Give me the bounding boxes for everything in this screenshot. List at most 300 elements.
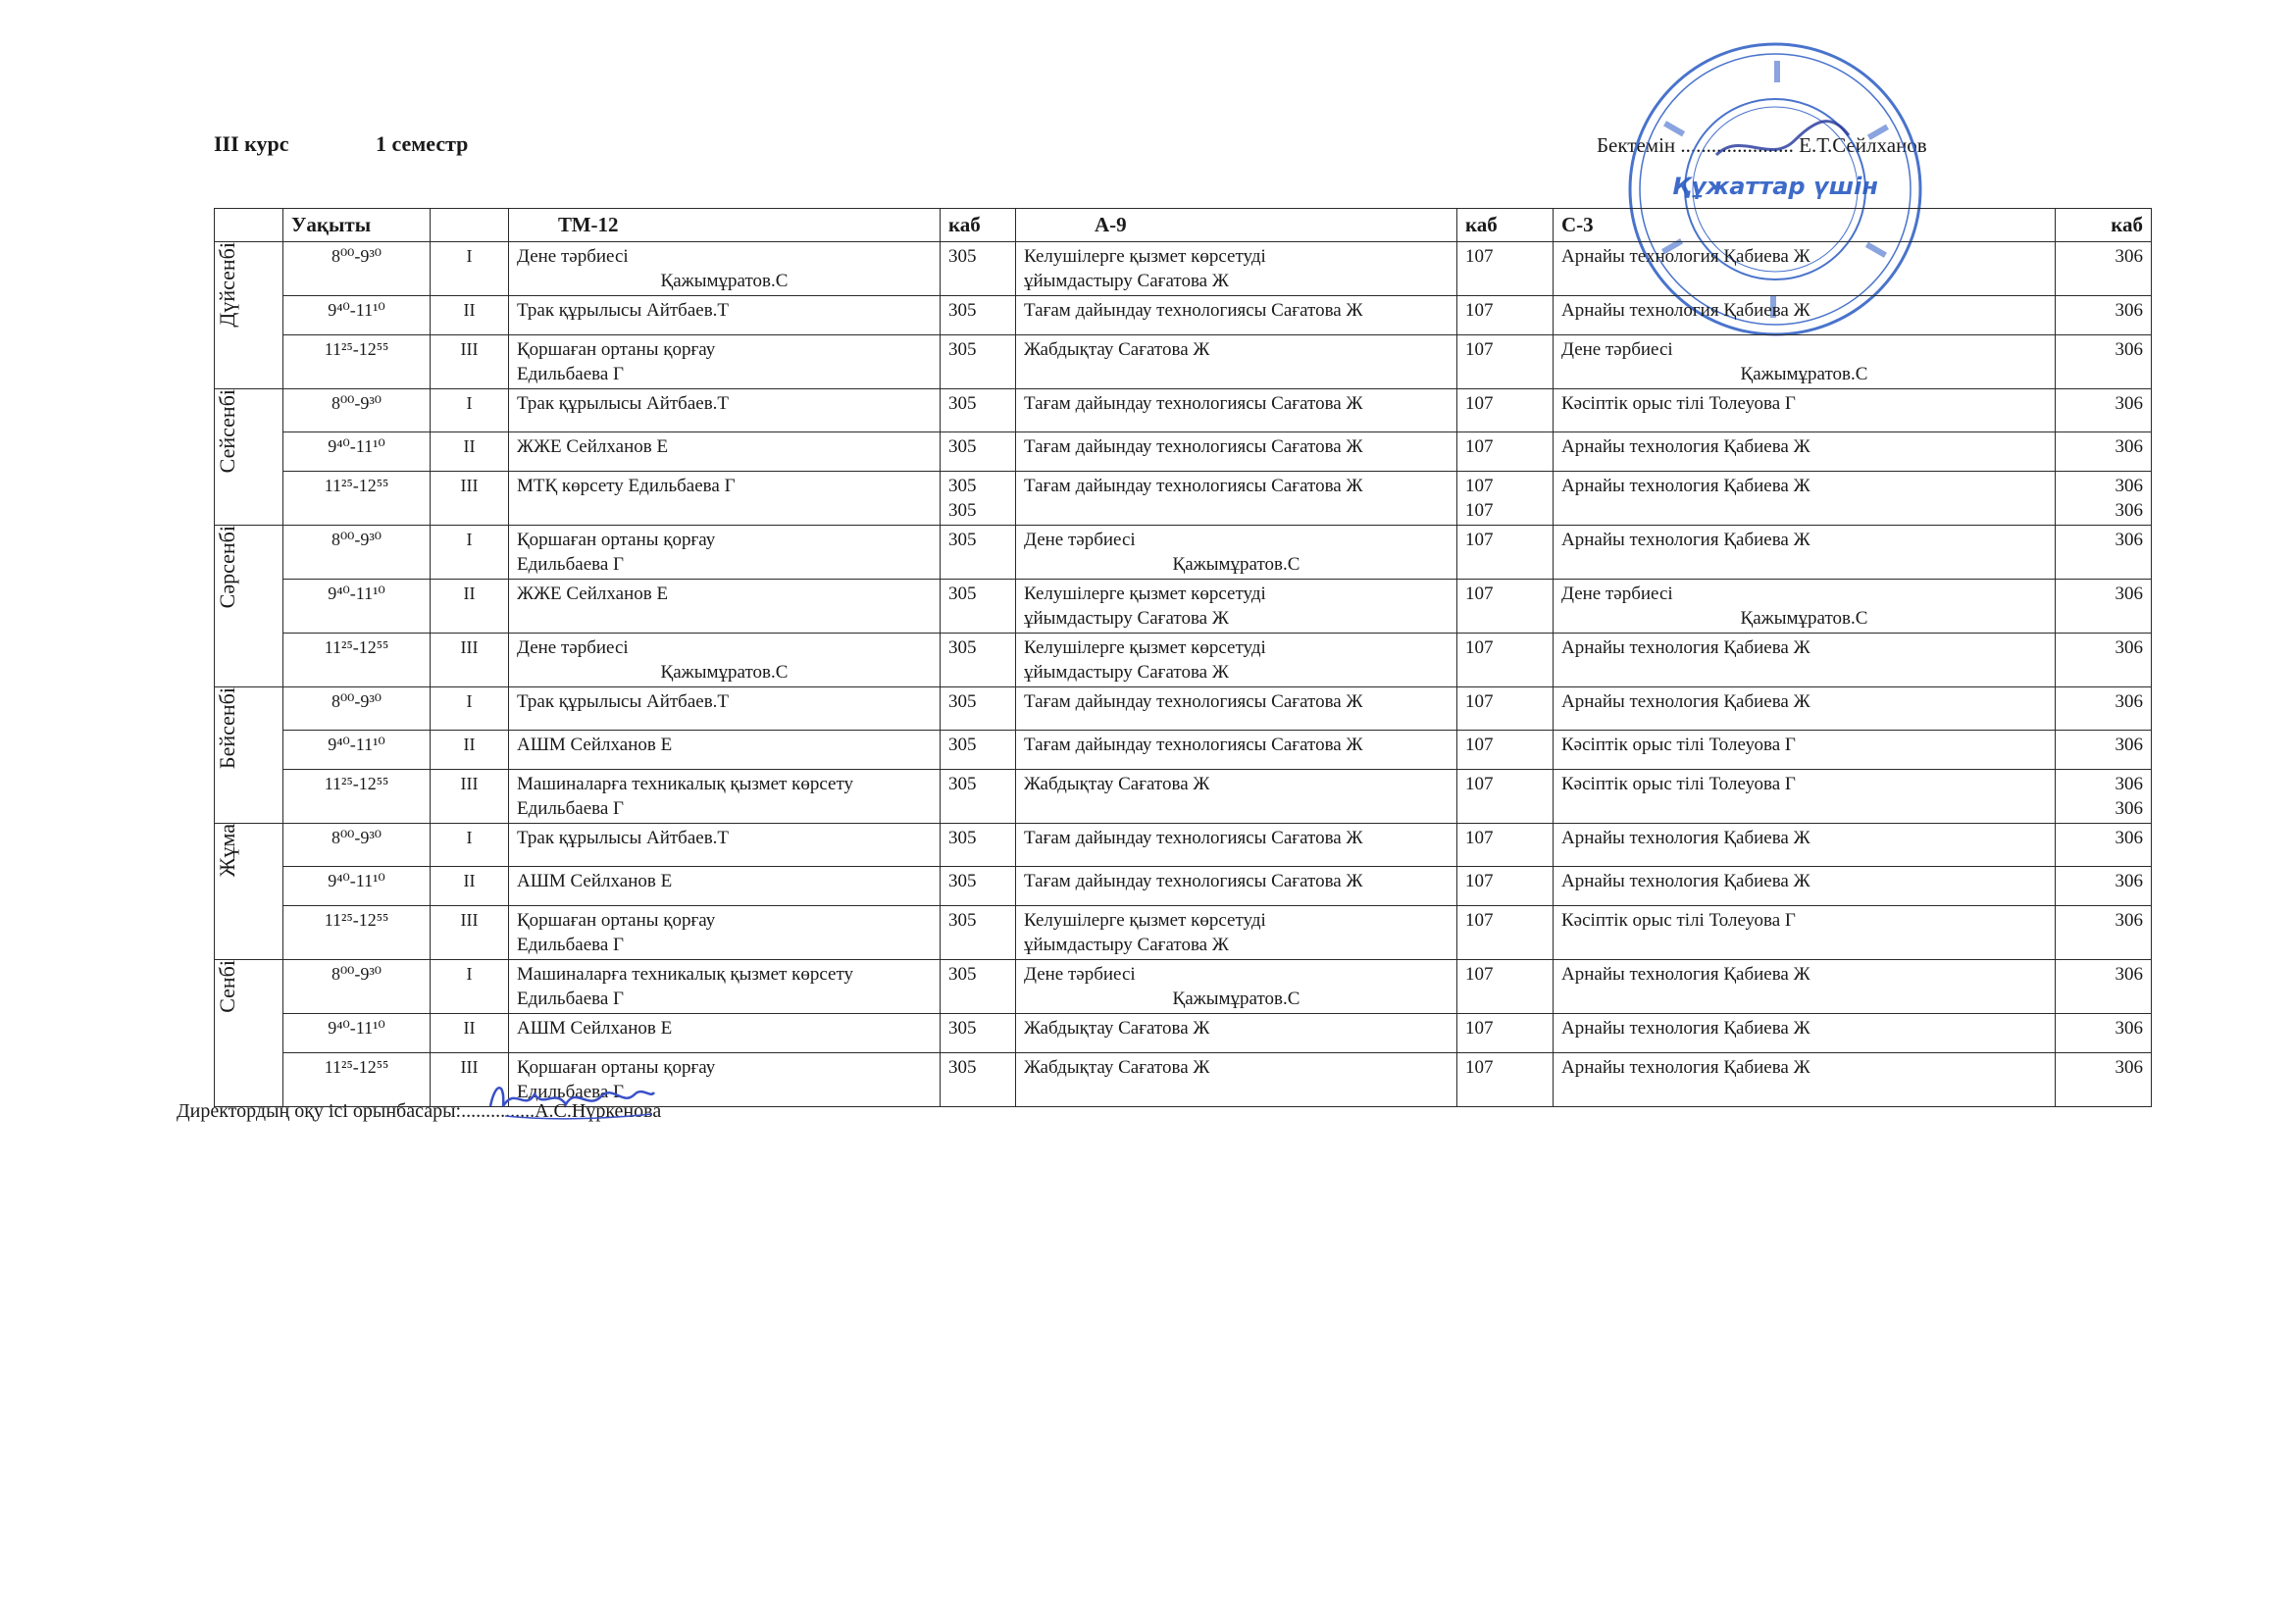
- subject-text: Арнайы технология Қабиева Ж: [1561, 964, 1810, 985]
- room-number: 107: [1465, 339, 1494, 360]
- room-cell: [2056, 687, 2152, 731]
- subject-text: Тағам дайындау технологиясы Сағатова Ж: [1024, 871, 1363, 891]
- subject-cell-c3: [1554, 432, 2056, 472]
- table-row: [215, 296, 2152, 335]
- table-row: [215, 389, 2152, 432]
- time-cell: 9⁴⁰-11¹⁰: [283, 580, 431, 634]
- room-cell: [2056, 824, 2152, 867]
- subject-text: Тағам дайындау технологиясы Сағатова Ж: [1024, 476, 1363, 496]
- room-number: 305: [948, 339, 977, 360]
- pair-cell: I: [431, 526, 509, 580]
- room-number: 107: [1465, 774, 1494, 794]
- day-name: Жұма: [215, 824, 239, 878]
- pair-cell: I: [431, 687, 509, 731]
- room-cell: [941, 634, 1016, 687]
- subject-cell-tm12: [509, 1014, 941, 1053]
- room-number: 305: [948, 246, 977, 267]
- room-number: 107: [1465, 637, 1494, 658]
- subject-cell-a9: [1016, 432, 1457, 472]
- subject-text: Арнайы технология Қабиева Ж: [1561, 530, 1810, 550]
- teacher-text: Қажымұратов.С: [1172, 554, 1300, 575]
- subject-cell-a9: [1016, 867, 1457, 906]
- subject-cell-tm12: [509, 472, 941, 526]
- subject-text: Қоршаған ортаны қорғау: [517, 1057, 716, 1078]
- room-number: 107: [1465, 584, 1494, 604]
- time-cell: 11²⁵-12⁵⁵: [283, 770, 431, 824]
- teacher-text: Едильбаева Г: [517, 1082, 625, 1102]
- subject-cell-tm12: [509, 432, 941, 472]
- footer-label: Директордың оқу ісі орынбасары: [177, 1100, 456, 1122]
- subject-cell-c3: [1554, 296, 2056, 335]
- subject-cell-a9: [1016, 960, 1457, 1014]
- header-day: [215, 209, 283, 242]
- subject-text: Трак құрылысы Айтбаев.Т: [517, 300, 730, 321]
- room-cell: [1457, 242, 1554, 296]
- day-cell: [215, 526, 283, 687]
- room-cell: [941, 867, 1016, 906]
- room-cell: [2056, 867, 2152, 906]
- subject-text: Машиналарға техникалық қызмет көрсету: [517, 774, 854, 794]
- subject-cell-tm12: [509, 906, 941, 960]
- room-cell: [1457, 960, 1554, 1014]
- time-cell: 8⁰⁰-9³⁰: [283, 242, 431, 296]
- room-number: 107: [1465, 1057, 1494, 1078]
- teacher-text: ұйымдастыру Сағатова Ж: [1024, 271, 1229, 291]
- room-cell: [2056, 906, 2152, 960]
- subject-text: Арнайы технология Қабиева Ж: [1561, 828, 1810, 848]
- header-group-a9: А-9: [1016, 209, 1457, 242]
- room-cell: [2056, 335, 2152, 389]
- room-number: 107: [1465, 691, 1494, 712]
- room-number: 305: [948, 1057, 977, 1078]
- subject-text: Трак құрылысы Айтбаев.Т: [517, 691, 730, 712]
- subject-text: Дене тәрбиесі: [1024, 530, 1136, 550]
- subject-cell-c3: [1554, 906, 2056, 960]
- time-cell: 9⁴⁰-11¹⁰: [283, 296, 431, 335]
- subject-text: Арнайы технология Қабиева Ж: [1561, 637, 1810, 658]
- teacher-text: Едильбаева Г: [517, 554, 625, 575]
- subject-cell-a9: [1016, 731, 1457, 770]
- subject-cell-c3: [1554, 1053, 2056, 1107]
- table-row: [215, 770, 2152, 824]
- room-cell: [941, 389, 1016, 432]
- subject-text: МТҚ көрсету Едильбаева Г: [517, 476, 736, 496]
- subject-text: Кәсіптік орыс тілі Толеуова Г: [1561, 774, 1796, 794]
- room-cell: [941, 824, 1016, 867]
- subject-cell-a9: [1016, 296, 1457, 335]
- table-row: [215, 335, 2152, 389]
- pair-cell: II: [431, 296, 509, 335]
- room-number: 306: [2115, 300, 2143, 321]
- subject-text: Тағам дайындау технологиясы Сағатова Ж: [1024, 436, 1363, 457]
- time-cell: 8⁰⁰-9³⁰: [283, 526, 431, 580]
- approval-line: Бектемін ...................... Е.Т.Сейлханов: [1597, 133, 1927, 157]
- pair-cell: III: [431, 770, 509, 824]
- subject-text: Дене тәрбиесі: [517, 246, 629, 267]
- table-row: [215, 687, 2152, 731]
- room-cell: [941, 526, 1016, 580]
- room-number: 306: [2115, 436, 2143, 457]
- room-cell: [2056, 432, 2152, 472]
- room-number: 306: [2115, 500, 2143, 521]
- day-cell: [215, 242, 283, 389]
- subject-cell-c3: [1554, 335, 2056, 389]
- room-cell: [2056, 731, 2152, 770]
- subject-text: Кәсіптік орыс тілі Толеуова Г: [1561, 910, 1796, 931]
- room-number: 107: [1465, 530, 1494, 550]
- pair-cell: II: [431, 1014, 509, 1053]
- stamp-center-text: Құжаттар үшін: [1672, 173, 1878, 200]
- room-number: 306: [2115, 1057, 2143, 1078]
- pair-cell: I: [431, 960, 509, 1014]
- header-room: каб: [2056, 209, 2152, 242]
- subject-cell-a9: [1016, 1014, 1457, 1053]
- room-cell: [1457, 867, 1554, 906]
- subject-cell-a9: [1016, 770, 1457, 824]
- subject-text: Арнайы технология Қабиева Ж: [1561, 436, 1810, 457]
- table-header-row: [215, 209, 2152, 242]
- table-row: [215, 731, 2152, 770]
- time-cell: 8⁰⁰-9³⁰: [283, 824, 431, 867]
- subject-cell-tm12: [509, 960, 941, 1014]
- teacher-text: ұйымдастыру Сағатова Ж: [1024, 608, 1229, 629]
- room-number: 306: [2115, 339, 2143, 360]
- time-cell: 9⁴⁰-11¹⁰: [283, 867, 431, 906]
- room-cell: [1457, 906, 1554, 960]
- room-cell: [2056, 1014, 2152, 1053]
- teacher-text: Қажымұратов.С: [1740, 364, 1868, 384]
- teacher-text: ұйымдастыру Сағатова Ж: [1024, 935, 1229, 955]
- room-cell: [1457, 335, 1554, 389]
- room-number: 306: [2115, 691, 2143, 712]
- room-cell: [1457, 824, 1554, 867]
- pair-cell: I: [431, 824, 509, 867]
- subject-text: АШМ Сейлханов Е: [517, 1018, 673, 1039]
- subject-text: Келушілерге қызмет көрсетуді: [1024, 637, 1266, 658]
- subject-text: Тағам дайындау технологиясы Сағатова Ж: [1024, 828, 1363, 848]
- time-cell: 9⁴⁰-11¹⁰: [283, 731, 431, 770]
- time-cell: 11²⁵-12⁵⁵: [283, 906, 431, 960]
- room-number: 305: [948, 393, 977, 414]
- subject-cell-a9: [1016, 687, 1457, 731]
- room-cell: [1457, 1053, 1554, 1107]
- room-cell: [941, 335, 1016, 389]
- subject-text: Дене тәрбиесі: [1561, 339, 1673, 360]
- room-cell: [2056, 960, 2152, 1014]
- room-number: 305: [948, 828, 977, 848]
- subject-text: Кәсіптік орыс тілі Толеуова Г: [1561, 393, 1796, 414]
- pair-cell: III: [431, 335, 509, 389]
- room-cell: [1457, 526, 1554, 580]
- schedule-table: [214, 208, 2152, 1107]
- footer-name: А.С.Нүркенова: [535, 1100, 662, 1122]
- room-number: 306: [2115, 1018, 2143, 1039]
- pair-cell: III: [431, 472, 509, 526]
- subject-cell-c3: [1554, 1014, 2056, 1053]
- subject-cell-c3: [1554, 867, 2056, 906]
- teacher-text: Едильбаева Г: [517, 798, 625, 819]
- room-cell: [941, 960, 1016, 1014]
- room-number: 306: [2115, 871, 2143, 891]
- subject-cell-c3: [1554, 687, 2056, 731]
- room-number: 305: [948, 871, 977, 891]
- subject-cell-c3: [1554, 634, 2056, 687]
- subject-cell-c3: [1554, 389, 2056, 432]
- subject-cell-tm12: [509, 867, 941, 906]
- room-cell: [2056, 242, 2152, 296]
- room-cell: [1457, 770, 1554, 824]
- subject-cell-a9: [1016, 580, 1457, 634]
- teacher-text: Қажымұратов.С: [1172, 989, 1300, 1009]
- room-number: 107: [1465, 436, 1494, 457]
- subject-cell-c3: [1554, 770, 2056, 824]
- subject-text: Жабдықтау Сағатова Ж: [1024, 1018, 1210, 1039]
- subject-cell-a9: [1016, 335, 1457, 389]
- subject-cell-tm12: [509, 580, 941, 634]
- subject-cell-c3: [1554, 580, 2056, 634]
- day-name: Сәрсенбі: [215, 526, 239, 609]
- subject-cell-a9: [1016, 242, 1457, 296]
- room-number: 306: [2115, 964, 2143, 985]
- subject-cell-c3: [1554, 472, 2056, 526]
- room-cell: [941, 770, 1016, 824]
- subject-cell-tm12: [509, 731, 941, 770]
- subject-text: Тағам дайындау технологиясы Сағатова Ж: [1024, 393, 1363, 414]
- subject-text: Келушілерге қызмет көрсетуді: [1024, 584, 1266, 604]
- course-heading: III курс: [214, 131, 289, 156]
- deputy-signature: [485, 1077, 657, 1126]
- subject-text: Арнайы технология Қабиева Ж: [1561, 1057, 1810, 1078]
- time-cell: 9⁴⁰-11¹⁰: [283, 1014, 431, 1053]
- room-number: 107: [1465, 1018, 1494, 1039]
- subject-text: ЖЖЕ Сейлханов Е: [517, 436, 669, 457]
- room-cell: [1457, 296, 1554, 335]
- room-cell: [941, 687, 1016, 731]
- subject-cell-c3: [1554, 824, 2056, 867]
- subject-cell-a9: [1016, 526, 1457, 580]
- table-row: [215, 960, 2152, 1014]
- room-number: 305: [948, 530, 977, 550]
- subject-text: Тағам дайындау технологиясы Сағатова Ж: [1024, 691, 1363, 712]
- room-cell: [1457, 687, 1554, 731]
- room-number: 107: [1465, 300, 1494, 321]
- subject-text: Тағам дайындау технологиясы Сағатова Ж: [1024, 735, 1363, 755]
- room-cell: [1457, 580, 1554, 634]
- room-number: 306: [2115, 246, 2143, 267]
- table-row: [215, 432, 2152, 472]
- room-number: 305: [948, 584, 977, 604]
- time-cell: 8⁰⁰-9³⁰: [283, 687, 431, 731]
- table-row: [215, 526, 2152, 580]
- room-cell: [1457, 731, 1554, 770]
- subject-text: Дене тәрбиесі: [1561, 584, 1673, 604]
- table-row: [215, 824, 2152, 867]
- day-cell: [215, 824, 283, 960]
- room-number: 305: [948, 436, 977, 457]
- table-row: [215, 867, 2152, 906]
- room-cell: [2056, 770, 2152, 824]
- room-number: 305: [948, 1018, 977, 1039]
- time-cell: 8⁰⁰-9³⁰: [283, 960, 431, 1014]
- room-number: 305: [948, 300, 977, 321]
- table-row: [215, 472, 2152, 526]
- subject-text: Келушілерге қызмет көрсетуді: [1024, 910, 1266, 931]
- subject-cell-c3: [1554, 960, 2056, 1014]
- subject-cell-tm12: [509, 296, 941, 335]
- room-cell: [1457, 1014, 1554, 1053]
- header-pair: [431, 209, 509, 242]
- subject-text: Арнайы технология Қабиева Ж: [1561, 1018, 1810, 1039]
- day-name: Дүйсенбі: [215, 242, 239, 328]
- subject-text: Трак құрылысы Айтбаев.Т: [517, 828, 730, 848]
- room-cell: [2056, 526, 2152, 580]
- room-cell: [941, 1053, 1016, 1107]
- teacher-text: Қажымұратов.С: [660, 662, 789, 683]
- room-number: 107: [1465, 500, 1494, 521]
- room-cell: [941, 472, 1016, 526]
- subject-cell-a9: [1016, 389, 1457, 432]
- room-number: 107: [1465, 964, 1494, 985]
- room-cell: [2056, 580, 2152, 634]
- time-cell: 8⁰⁰-9³⁰: [283, 389, 431, 432]
- pair-cell: II: [431, 867, 509, 906]
- subject-cell-c3: [1554, 526, 2056, 580]
- room-number: 107: [1465, 735, 1494, 755]
- table-row: [215, 906, 2152, 960]
- subject-cell-a9: [1016, 472, 1457, 526]
- subject-cell-a9: [1016, 1053, 1457, 1107]
- footer-line: Директордың оқу ісі орынбасары:...............А.С.Нүркенова: [177, 1100, 662, 1122]
- room-number: 107: [1465, 476, 1494, 496]
- room-number: 306: [2115, 798, 2143, 819]
- subject-text: Жабдықтау Сағатова Ж: [1024, 1057, 1210, 1078]
- room-number: 305: [948, 910, 977, 931]
- room-cell: [2056, 389, 2152, 432]
- subject-text: Жабдықтау Сағатова Ж: [1024, 339, 1210, 360]
- time-cell: 11²⁵-12⁵⁵: [283, 1053, 431, 1107]
- subject-text: Машиналарға техникалық қызмет көрсету: [517, 964, 854, 985]
- subject-cell-tm12: [509, 335, 941, 389]
- header-room: каб: [941, 209, 1016, 242]
- subject-cell-tm12: [509, 389, 941, 432]
- pair-cell: III: [431, 1053, 509, 1107]
- header-room: каб: [1457, 209, 1554, 242]
- day-cell: [215, 687, 283, 824]
- day-name: Бейсенбі: [215, 687, 239, 770]
- day-name: Сенбі: [215, 960, 239, 1013]
- pair-cell: I: [431, 389, 509, 432]
- teacher-text: Едильбаева Г: [517, 364, 625, 384]
- subject-text: Дене тәрбиесі: [517, 637, 629, 658]
- room-number: 305: [948, 691, 977, 712]
- room-cell: [1457, 634, 1554, 687]
- subject-cell-tm12: [509, 242, 941, 296]
- header-time: Уақыты: [283, 209, 431, 242]
- room-number: 107: [1465, 910, 1494, 931]
- subject-cell-c3: [1554, 242, 2056, 296]
- room-cell: [2056, 472, 2152, 526]
- subject-cell-a9: [1016, 634, 1457, 687]
- subject-text: Арнайы технология Қабиева Ж: [1561, 871, 1810, 891]
- pair-cell: II: [431, 580, 509, 634]
- day-cell: [215, 960, 283, 1107]
- pair-cell: III: [431, 906, 509, 960]
- room-number: 306: [2115, 584, 2143, 604]
- pair-cell: II: [431, 731, 509, 770]
- time-cell: 9⁴⁰-11¹⁰: [283, 432, 431, 472]
- subject-text: АШМ Сейлханов Е: [517, 735, 673, 755]
- time-cell: 11²⁵-12⁵⁵: [283, 634, 431, 687]
- room-cell: [941, 731, 1016, 770]
- room-number: 305: [948, 735, 977, 755]
- room-number: 107: [1465, 828, 1494, 848]
- room-number: 306: [2115, 393, 2143, 414]
- subject-cell-tm12: [509, 687, 941, 731]
- subject-text: Арнайы технология Қабиева Ж: [1561, 476, 1810, 496]
- teacher-text: Едильбаева Г: [517, 935, 625, 955]
- room-number: 305: [948, 476, 977, 496]
- subject-cell-tm12: [509, 526, 941, 580]
- room-number: 306: [2115, 735, 2143, 755]
- subject-text: Жабдықтау Сағатова Ж: [1024, 774, 1210, 794]
- room-number: 305: [948, 964, 977, 985]
- room-cell: [1457, 432, 1554, 472]
- subject-text: Арнайы технология Қабиева Ж: [1561, 691, 1810, 712]
- subject-text: Арнайы технология Қабиева Ж: [1561, 300, 1810, 321]
- room-cell: [941, 906, 1016, 960]
- room-cell: [2056, 296, 2152, 335]
- room-number: 305: [948, 500, 977, 521]
- room-number: 305: [948, 774, 977, 794]
- subject-text: ЖЖЕ Сейлханов Е: [517, 584, 669, 604]
- day-name: Сейсенбі: [215, 389, 239, 474]
- room-cell: [941, 580, 1016, 634]
- room-cell: [2056, 634, 2152, 687]
- room-number: 306: [2115, 910, 2143, 931]
- subject-text: Тағам дайындау технологиясы Сағатова Ж: [1024, 300, 1363, 321]
- time-cell: 11²⁵-12⁵⁵: [283, 472, 431, 526]
- subject-text: Арнайы технология Қабиева Ж: [1561, 246, 1810, 267]
- room-number: 306: [2115, 637, 2143, 658]
- teacher-text: Қажымұратов.С: [1740, 608, 1868, 629]
- subject-text: Дене тәрбиесі: [1024, 964, 1136, 985]
- room-cell: [941, 1014, 1016, 1053]
- pair-cell: III: [431, 634, 509, 687]
- room-number: 306: [2115, 774, 2143, 794]
- room-number: 107: [1465, 871, 1494, 891]
- subject-cell-tm12: [509, 634, 941, 687]
- room-number: 306: [2115, 828, 2143, 848]
- teacher-text: ұйымдастыру Сағатова Ж: [1024, 662, 1229, 683]
- room-cell: [941, 242, 1016, 296]
- subject-cell-a9: [1016, 906, 1457, 960]
- pair-cell: I: [431, 242, 509, 296]
- room-number: 306: [2115, 530, 2143, 550]
- subject-text: Кәсіптік орыс тілі Толеуова Г: [1561, 735, 1796, 755]
- teacher-text: Қажымұратов.С: [660, 271, 789, 291]
- header-group-tm12: ТМ-12: [509, 209, 941, 242]
- semester-heading: 1 семестр: [376, 131, 469, 156]
- pair-cell: II: [431, 432, 509, 472]
- room-cell: [941, 296, 1016, 335]
- table-row: [215, 580, 2152, 634]
- table-row: [215, 634, 2152, 687]
- teacher-text: Едильбаева Г: [517, 989, 625, 1009]
- room-cell: [1457, 389, 1554, 432]
- subject-cell-tm12: [509, 824, 941, 867]
- subject-cell-tm12: [509, 770, 941, 824]
- day-cell: [215, 389, 283, 526]
